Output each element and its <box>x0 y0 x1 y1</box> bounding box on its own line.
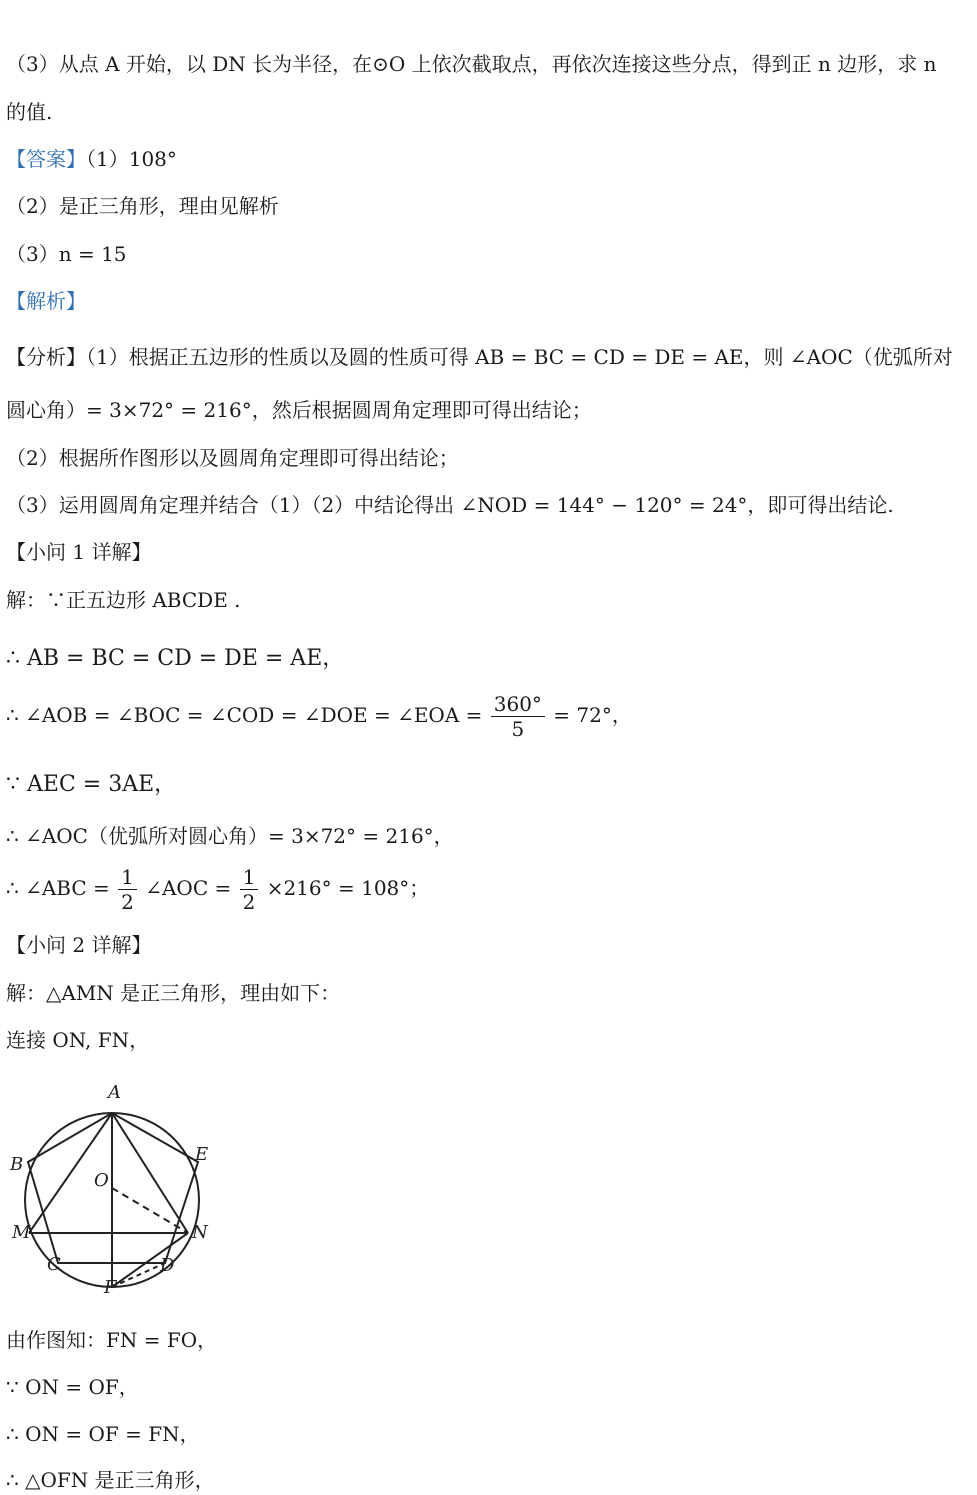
geometry-figure <box>0 1078 230 1298</box>
step-4: ∵ AEC = 3AE， <box>6 772 177 797</box>
segment-on-dashed <box>112 1188 188 1233</box>
fraction-denominator: 2 <box>242 890 256 914</box>
answer-3: （3）n = 15 <box>6 242 127 266</box>
label-n: N <box>192 1222 208 1243</box>
step-3-right: = 72°， <box>553 703 632 727</box>
answer-2: （2）是正三角形，理由见解析 <box>6 194 279 218</box>
label-e: E <box>195 1144 209 1165</box>
sub-question-1-heading: 【小问 1 详解】 <box>6 540 152 564</box>
answer-1: （1）108° <box>86 147 177 171</box>
step-8: 连接 ON, FN， <box>6 1028 150 1052</box>
answer-tag: 【答案】 <box>6 147 86 171</box>
segment-an <box>112 1113 188 1233</box>
step-1: 解：∵正五边形 ABCDE . <box>6 588 241 612</box>
step-2: ∴ AB = BC = CD = DE = AE， <box>6 646 345 671</box>
label-a: A <box>108 1082 121 1103</box>
step-3-fraction <box>491 692 545 741</box>
fraction-denominator: 5 <box>511 717 525 741</box>
answer-line1 <box>6 145 177 173</box>
step-6-fraction-1 <box>118 865 137 914</box>
step-6 <box>6 862 429 914</box>
analysis-1b: 圆心角）= 3×72° = 216°，然后根据圆周角定理即可得出结论； <box>6 398 592 422</box>
question-3-line1: （3）从点 A 开始，以 DN 长为半径，在⊙O 上依次截取点，再依次连接这些分点，得到正 n 边形，求 n <box>6 52 937 76</box>
sub-question-2-heading: 【小问 2 详解】 <box>6 933 152 957</box>
step-3-left: ∴ ∠AOB = ∠BOC = ∠COD = ∠DOE = ∠EOA = <box>6 703 483 727</box>
step-7: 解：△AMN 是正三角形，理由如下： <box>6 981 341 1005</box>
step-3 <box>6 690 632 741</box>
question-3-line2: 的值. <box>6 100 53 124</box>
fraction-numerator: 1 <box>240 865 259 890</box>
step-11: ∴ ON = OF = FN， <box>6 1422 200 1446</box>
label-d: D <box>160 1255 175 1276</box>
fraction-numerator: 360° <box>491 692 545 717</box>
label-c: C <box>47 1254 61 1275</box>
step-6-fraction-2 <box>240 865 259 914</box>
step-10: ∵ ON = OF， <box>6 1375 139 1399</box>
step-6-middle: ∠AOC = <box>145 876 232 900</box>
label-f: F <box>104 1277 117 1298</box>
analysis-2: （2）根据所作图形以及圆周角定理即可得出结论； <box>6 446 459 470</box>
step-12: ∴ △OFN 是正三角形， <box>6 1468 215 1492</box>
analysis-3: （3）运用圆周角定理并结合（1）（2）中结论得出 ∠NOD = 144° − 120° = 24°，即可得出结论. <box>6 493 894 517</box>
label-m: M <box>12 1222 31 1243</box>
step-9: 由作图知：FN = FO， <box>6 1328 218 1352</box>
fraction-numerator: 1 <box>118 865 137 890</box>
analysis-1a: 【分析】（1）根据正五边形的性质以及圆的性质可得 AB = BC = CD = DE = AE，则 ∠AOC（优弧所对 <box>6 345 953 369</box>
fraction-denominator: 2 <box>121 890 134 914</box>
analysis-tag: 【解析】 <box>6 289 86 313</box>
step-5: ∴ ∠AOC（优弧所对圆心角）= 3×72° = 216°， <box>6 824 454 848</box>
step-6-right: ×216° = 108°； <box>266 876 430 900</box>
step-6-left: ∴ ∠ABC = <box>6 876 110 900</box>
label-o: O <box>94 1170 109 1191</box>
label-b: B <box>10 1154 24 1175</box>
